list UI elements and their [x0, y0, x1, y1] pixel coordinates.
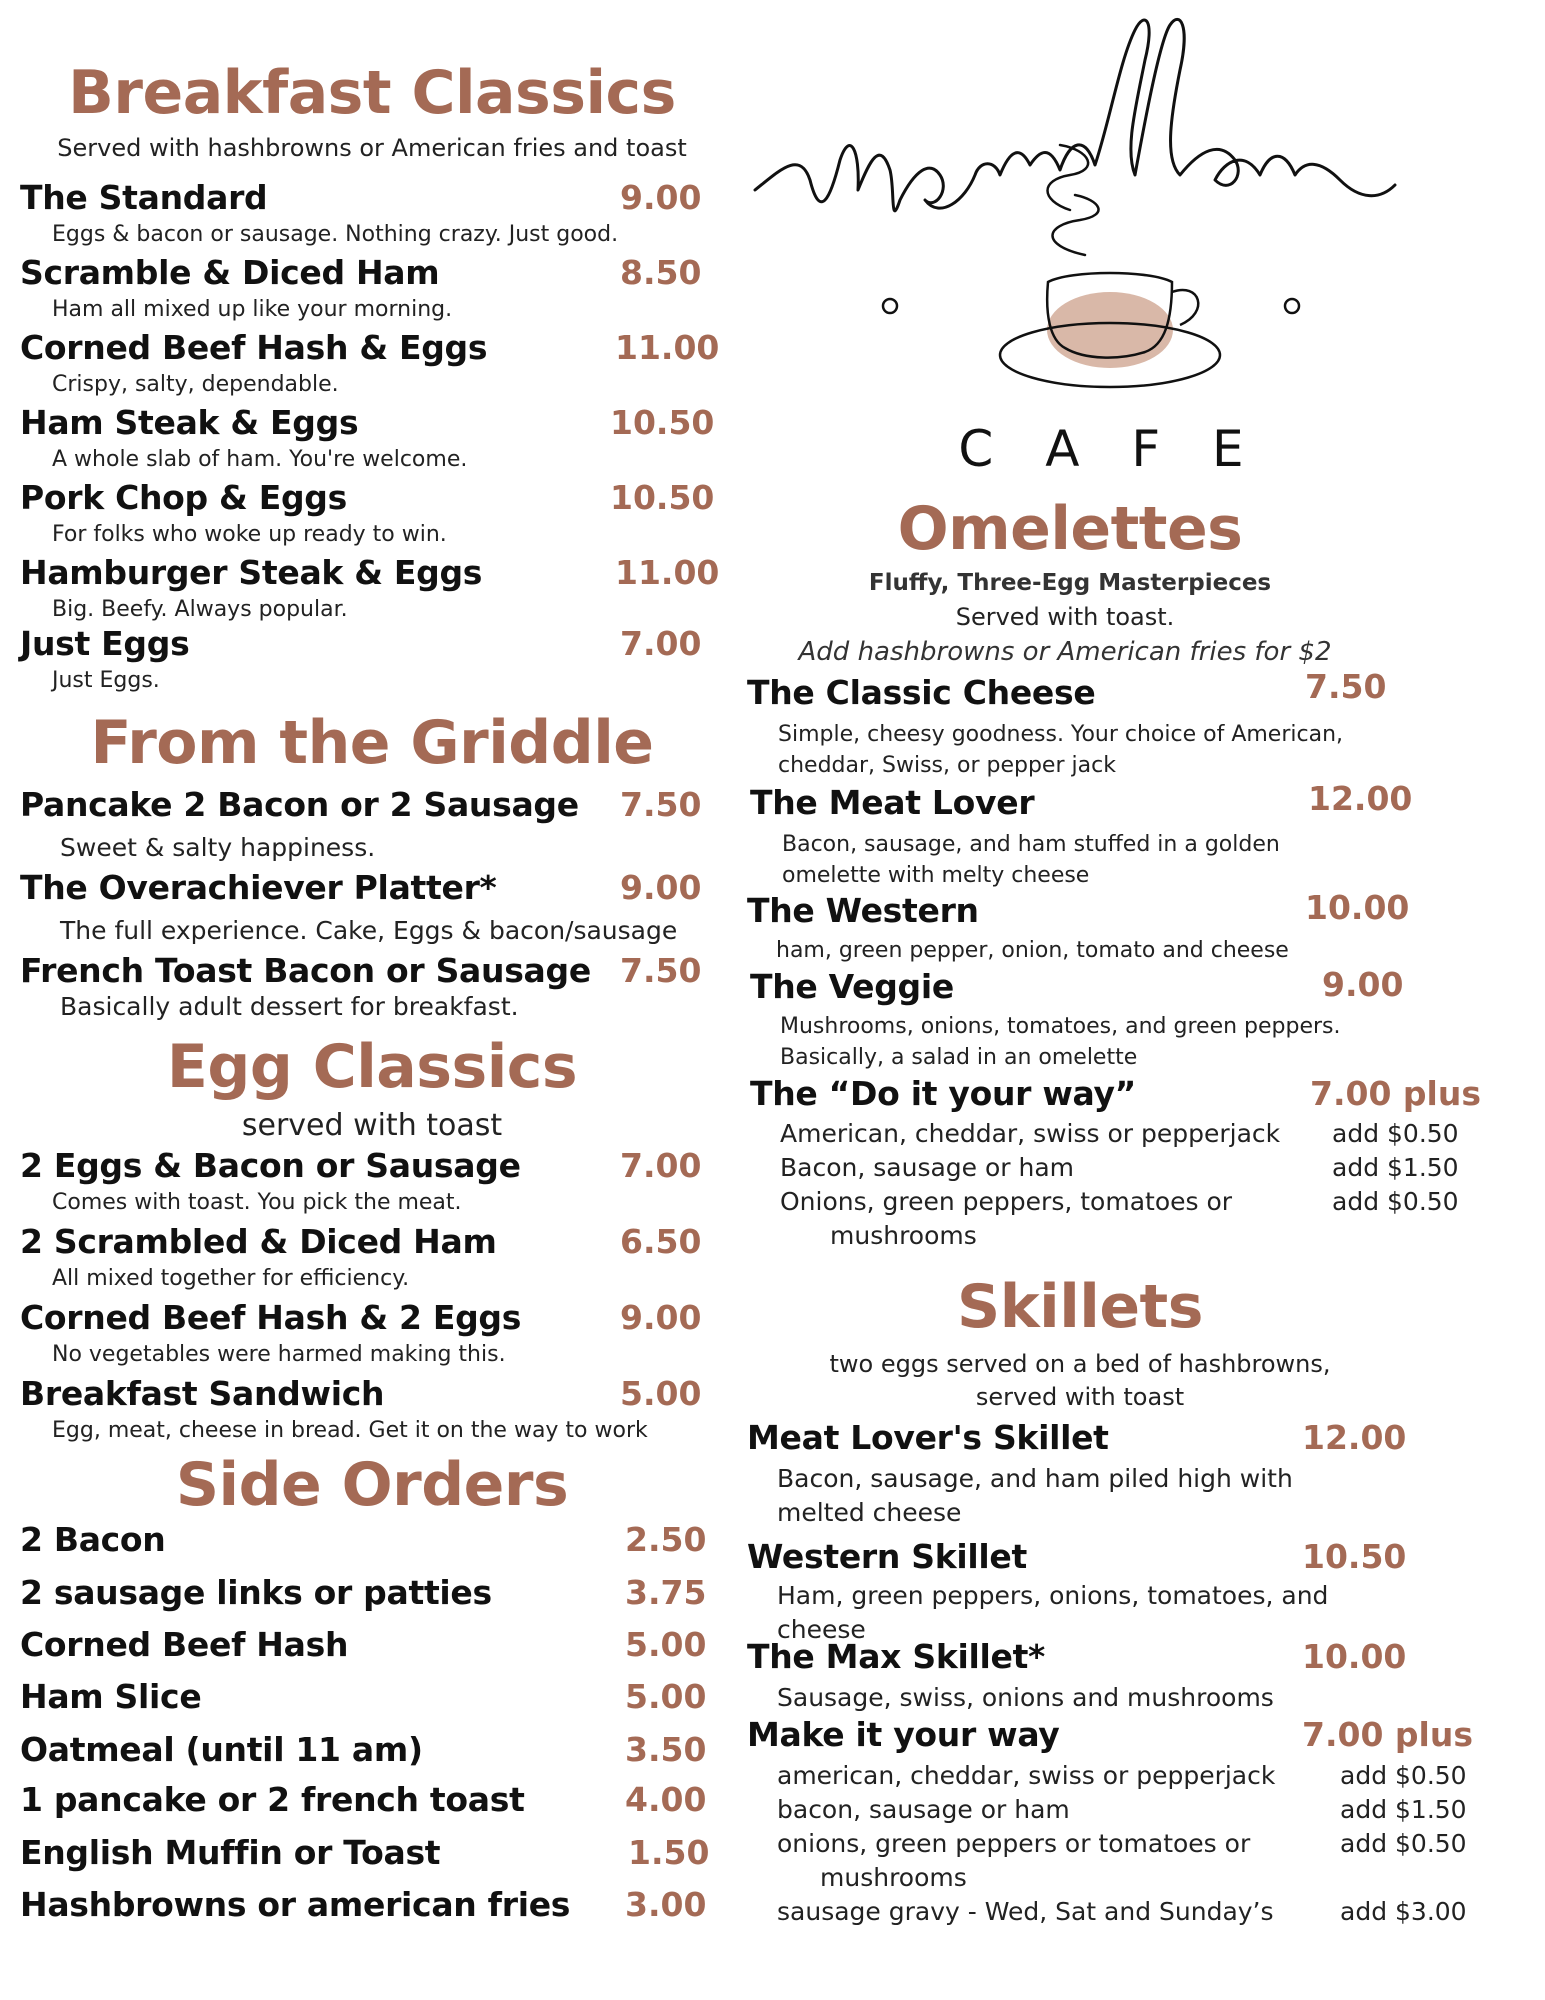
- menu-item-desc: Big. Beefy. Always popular.: [52, 597, 348, 622]
- side-item-price: 1.50: [628, 1833, 710, 1872]
- menu-item-desc: A whole slab of ham. You're welcome.: [52, 447, 468, 472]
- omelette-custom-price: 7.00 plus: [1310, 1074, 1481, 1113]
- menu-item-desc: Just Eggs.: [52, 668, 160, 693]
- menu-item-name: Corned Beef Hash & Eggs: [20, 328, 488, 367]
- addon-label: American, cheddar, swiss or pepperjack: [780, 1119, 1281, 1148]
- side-item-name: 1 pancake or 2 french toast: [20, 1780, 525, 1819]
- section-title-skillets: Skillets: [957, 1272, 1203, 1342]
- side-item-price: 5.00: [625, 1677, 707, 1716]
- menu-item-name: French Toast Bacon or Sausage: [20, 951, 591, 990]
- omelette-item-name: The Veggie: [750, 967, 954, 1006]
- skillet-item-price: 12.00: [1302, 1418, 1407, 1457]
- skillet-item-name: The Max Skillet*: [747, 1637, 1046, 1676]
- skillet-item-price: 10.00: [1302, 1637, 1407, 1676]
- menu-item-price: 7.00: [620, 624, 702, 663]
- addon-price: add $3.00: [1340, 1897, 1467, 1926]
- menu-item-name: Pork Chop & Eggs: [20, 478, 347, 517]
- skillet-item-desc: Bacon, sausage, and ham piled high with: [777, 1464, 1293, 1493]
- side-item-name: 2 Bacon: [20, 1520, 166, 1559]
- addon-price: add $0.50: [1332, 1119, 1459, 1148]
- menu-item-desc: The full experience. Cake, Eggs & bacon/sausage: [60, 916, 678, 945]
- menu-item-price: 7.50: [620, 785, 702, 824]
- side-item-name: Ham Slice: [20, 1677, 202, 1716]
- menu-item-price: 7.50: [620, 951, 702, 990]
- cafe-logo: [740, 0, 1545, 500]
- menu-item-name: The Standard: [20, 178, 268, 217]
- menu-item-desc: All mixed together for efficiency.: [52, 1266, 410, 1291]
- omelette-item-desc: ham, green pepper, onion, tomato and cheese: [776, 938, 1289, 963]
- menu-item-name: Scramble & Diced Ham: [20, 253, 440, 292]
- omelette-item-price: 12.00: [1308, 779, 1413, 818]
- skillet-item-price: 10.50: [1302, 1537, 1407, 1576]
- side-item-price: 2.50: [625, 1520, 707, 1559]
- omelette-item-price: 7.50: [1305, 667, 1387, 706]
- menu-item-name: Ham Steak & Eggs: [20, 403, 359, 442]
- menu-item-desc: Sweet & salty happiness.: [60, 833, 376, 862]
- side-item-name: English Muffin or Toast: [20, 1833, 441, 1872]
- addon-price: add $1.50: [1332, 1153, 1459, 1182]
- side-item-price: 3.75: [625, 1573, 707, 1612]
- skillets-subtitle: served with toast: [975, 1383, 1185, 1411]
- menu-item-name: 2 Scrambled & Diced Ham: [20, 1222, 497, 1261]
- omelettes-served: Served with toast.: [955, 603, 1175, 631]
- menu-item-price: 10.50: [610, 403, 715, 442]
- section-title-egg-classics: Egg Classics: [166, 1032, 578, 1102]
- omelette-item-desc: Bacon, sausage, and ham stuffed in a golden: [782, 832, 1280, 857]
- omelettes-tagline: Fluffy, Three-Egg Masterpieces: [868, 570, 1272, 596]
- addon-price: add $0.50: [1332, 1187, 1459, 1216]
- section-title-griddle: From the Griddle: [90, 708, 654, 778]
- addon-label-cont: mushrooms: [820, 1863, 967, 1892]
- omelette-item-desc: Basically, a salad in an omelette: [780, 1045, 1138, 1070]
- logo-cafe-text: C A F E: [958, 420, 1262, 478]
- omelette-custom-name: The “Do it your way”: [750, 1074, 1137, 1113]
- side-item-price: 3.00: [625, 1885, 707, 1924]
- addon-label: american, cheddar, swiss or pepperjack: [777, 1761, 1276, 1790]
- menu-item-desc: Basically adult dessert for breakfast.: [60, 992, 519, 1021]
- side-item-name: Corned Beef Hash: [20, 1625, 349, 1664]
- menu-item-desc: Egg, meat, cheese in bread. Get it on the way to work: [52, 1418, 648, 1443]
- egg-classics-subtitle: served with toast: [241, 1108, 503, 1143]
- menu-item-price: 7.00: [620, 1146, 702, 1185]
- omelette-item-desc: cheddar, Swiss, or pepper jack: [778, 753, 1116, 778]
- menu-item-desc: For folks who woke up ready to win.: [52, 522, 447, 547]
- menu-item-desc: Crispy, salty, dependable.: [52, 372, 339, 397]
- omelette-item-name: The Western: [747, 891, 979, 930]
- menu-item-name: Breakfast Sandwich: [20, 1374, 385, 1413]
- skillet-item-desc: melted cheese: [777, 1498, 962, 1527]
- side-item-price: 4.00: [625, 1780, 707, 1819]
- side-item-price: 5.00: [625, 1625, 707, 1664]
- menu-item-desc: Ham all mixed up like your morning.: [52, 297, 453, 322]
- breakfast-classics-subtitle: Served with hashbrowns or American fries and toast: [57, 134, 687, 162]
- menu-item-desc: No vegetables were harmed making this.: [52, 1342, 506, 1367]
- menu-item-name: Pancake 2 Bacon or 2 Sausage: [20, 785, 579, 824]
- skillet-custom-name: Make it your way: [747, 1715, 1060, 1754]
- skillet-item-desc: cheese: [777, 1615, 866, 1644]
- menu-item-desc: Comes with toast. You pick the meat.: [52, 1190, 462, 1215]
- menu-item-price: 6.50: [620, 1222, 702, 1261]
- skillet-custom-price: 7.00 plus: [1302, 1715, 1473, 1754]
- omelette-item-desc: Simple, cheesy goodness. Your choice of American,: [778, 722, 1344, 747]
- omelette-item-name: The Classic Cheese: [747, 673, 1096, 712]
- skillets-subtitle: two eggs served on a bed of hashbrowns,: [829, 1350, 1331, 1378]
- omelette-item-price: 9.00: [1322, 965, 1404, 1004]
- side-item-name: Hashbrowns or american fries: [20, 1885, 571, 1924]
- skillet-item-name: Meat Lover's Skillet: [747, 1418, 1109, 1457]
- addon-price: add $1.50: [1340, 1795, 1467, 1824]
- section-title-breakfast-classics: Breakfast Classics: [68, 58, 676, 128]
- omelettes-add-note: Add hashbrowns or American fries for $2: [798, 637, 1332, 667]
- omelette-item-desc: Mushrooms, onions, tomatoes, and green peppers.: [780, 1014, 1341, 1039]
- menu-item-name: Hamburger Steak & Eggs: [20, 553, 483, 592]
- menu-item-name: The Overachiever Platter*: [20, 868, 497, 907]
- skillet-item-name: Western Skillet: [747, 1537, 1027, 1576]
- menu-item-price: 8.50: [620, 253, 702, 292]
- side-item-name: 2 sausage links or patties: [20, 1573, 492, 1612]
- addon-price: add $0.50: [1340, 1761, 1467, 1790]
- addon-price: add $0.50: [1340, 1829, 1467, 1858]
- skillet-item-desc: Ham, green peppers, onions, tomatoes, and: [777, 1581, 1329, 1610]
- addon-label-cont: mushrooms: [830, 1221, 977, 1250]
- menu-item-name: 2 Eggs & Bacon or Sausage: [20, 1146, 521, 1185]
- side-item-price: 3.50: [625, 1730, 707, 1769]
- menu-item-price: 9.00: [620, 868, 702, 907]
- menu-item-name: Corned Beef Hash & 2 Eggs: [20, 1298, 522, 1337]
- menu-item-desc: Eggs & bacon or sausage. Nothing crazy. Just good.: [52, 222, 619, 247]
- menu-item-price: 9.00: [620, 178, 702, 217]
- skillet-item-desc: Sausage, swiss, onions and mushrooms: [777, 1683, 1274, 1712]
- side-item-name: Oatmeal (until 11 am): [20, 1730, 423, 1769]
- menu-item-price: 9.00: [620, 1298, 702, 1337]
- omelette-item-desc: omelette with melty cheese: [782, 863, 1090, 888]
- omelette-item-price: 10.00: [1305, 888, 1410, 927]
- omelette-item-name: The Meat Lover: [750, 783, 1035, 822]
- menu-item-name: Just Eggs: [20, 624, 190, 663]
- menu-item-price: 11.00: [615, 553, 720, 592]
- menu-item-price: 10.50: [610, 478, 715, 517]
- menu-item-price: 11.00: [615, 328, 720, 367]
- section-title-side-orders: Side Orders: [175, 1450, 569, 1520]
- addon-label: sausage gravy - Wed, Sat and Sunday’s: [777, 1897, 1274, 1926]
- addon-label: bacon, sausage or ham: [777, 1795, 1070, 1824]
- addon-label: Onions, green peppers, tomatoes or: [780, 1187, 1233, 1216]
- addon-label: onions, green peppers or tomatoes or: [777, 1829, 1251, 1858]
- menu-item-price: 5.00: [620, 1374, 702, 1413]
- addon-label: Bacon, sausage or ham: [780, 1153, 1075, 1182]
- section-title-omelettes: Omelettes: [897, 494, 1243, 564]
